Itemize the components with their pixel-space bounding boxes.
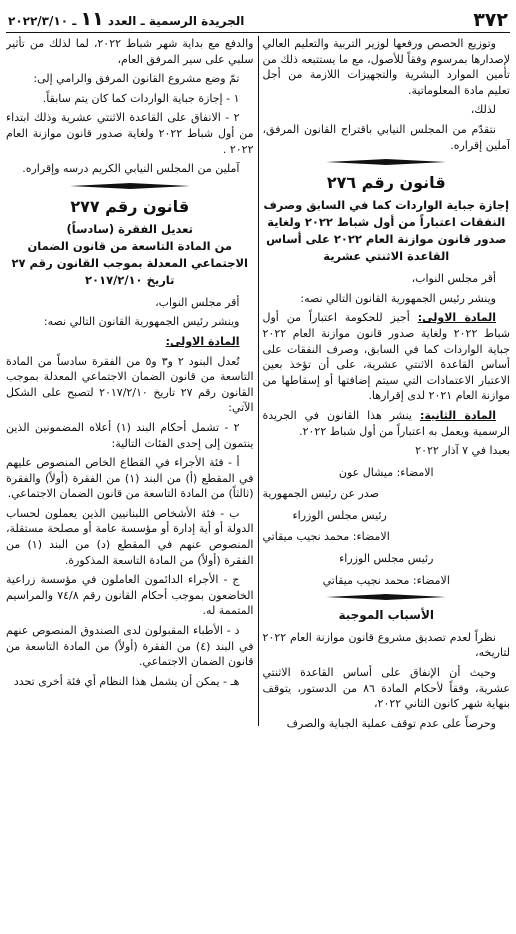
law-277-article-1-text: تُعدل البنود ٢ و٣ و٥ من الفقرة سادساً من المادة التاسعة من قانون الضمان الاجتماعي المعدلة بموجب القانون رقم ٢٧ تاريخ ٢٠١٧/٢/١٠ لتصبح على الشكل الآتي: <box>6 354 254 415</box>
law-276-approved: أقر مجلس النواب، <box>411 272 496 286</box>
reasons-title: الأسباب الموجبة <box>338 608 434 623</box>
reasons-paragraph-3: وحرصاً على عدم توقف عملية الجباية والصرف <box>286 716 496 730</box>
law-276-date-place: بعبدا في ٧ آذار ٢٠٢٢ <box>415 444 510 458</box>
clause-2: ٢ - تشمل أحكام البند (١) أعلاه المضمونين الذين ينتمون إلى إحدى الفئات التالية: <box>6 420 254 450</box>
submit-paragraph: نتقدّم من المجلس النيابي باقتراح القانون المرفق، آملين إقراره. <box>262 122 510 152</box>
item-2: ٢ - الانفاق على القاعدة الاثنتي عشرية وذلك ابتداء من أول شباط ٢٠٢٢ ولغاية صدور قانون موازنة العام ٢٠٢٢ . <box>6 111 254 156</box>
intro-paragraph: وتوزيع الحصص ورفعها لوزير التربية والتعليم العالي لإصدارها بمرسوم وفقاً للأصول، مع ما يستتبعه ذلك من تأمين الموارد البشرية والتجهيزات اللازمة من أجل تعليم مادة المعلوماتية. <box>262 37 510 97</box>
continuation-paragraph: والدفع مع بداية شهر شباط ٢٠٢٢، لما لذلك من تأثير سلبي على سير المرفق العام، <box>6 37 254 66</box>
law-276-promulgate: وينشر رئيس الجمهورية القانون التالي نصه: <box>300 291 496 305</box>
signature-pm-2: الامضاء: محمد نجيب ميقاتي <box>322 573 450 587</box>
hope-text: آملين من المجلس النيابي الكريم درسه وإقراره. <box>22 162 240 176</box>
section-divider <box>70 183 190 189</box>
two-column-body <box>6 36 510 932</box>
gazette-issue-line <box>8 10 244 30</box>
reasons-paragraph-1: نظراً لعدم تصديق مشروع قانون موازنة العام ٢٠٢٢ لتاريخه، <box>262 630 510 660</box>
article-1-text: أجيز للحكومة اعتباراً من أول شباط ٢٠٢٢ ولغاية صدور قانون موازنة العام ٢٠٢٢ جباية الواردات كما في السابق، وصرف النفقات على أساس القاعدة الاثنتي عشرية، على أن تؤخذ بعين الاعتبار الاعتمادات التي سيتم إضافتها أو إسقاطها من موازنة العام ٢٠٢١ لدى إقرارها. <box>262 311 510 403</box>
issue-date: ـ ٢٠٢٢/٣/١٠ <box>8 14 77 28</box>
issued-by-president: صدر عن رئيس الجمهورية <box>262 487 379 501</box>
article-2-text: ينشر هذا القانون في الجريدة الرسمية ويعمل به اعتباراً من أول شباط ٢٠٢٢. <box>262 408 510 438</box>
clause-c: ج - الأجراء الدائمون العاملون في مؤسسة زراعية الخاضعون بموجب أحكام القانون رقم ٧٤/٨ والمراسيم المتممة له. <box>6 573 254 618</box>
law-276-number: قانون رقم ٢٧٦ <box>326 173 446 193</box>
gazette-label: الجريدة الرسمية ـ العدد <box>107 14 245 28</box>
clause-a: أ - فئة الأجراء في القطاع الخاص المنصوص عليهم في المقطع (أ) من البند (١) من الفقرة (أولاً) والفقرة (ثالثاً) من المادة التاسعة من قانون الضمان الاجتماعي. <box>6 456 254 501</box>
signature-pm-1: الامضاء: محمد نجيب ميقاتي <box>262 530 390 544</box>
clause-e: هـ - يمكن أن يشمل هذا النظام أي فئة أخرى تحدد <box>13 674 240 688</box>
article-2-label: المادة الثانية: <box>419 408 496 422</box>
reasons-paragraph-2: وحيث أن الإنفاق على أساس القاعدة الاثنتي عشرية، وفقاً لأحكام المادة ٨٦ من الدستور، يتوقف بنهاية شهر كانون الثاني ٢٠٢٢، <box>262 666 510 711</box>
clause-d: د - الأطباء المقبولون لدى الصندوق المنصوص عنهم في البند (٤) من الفقرة (أولاً) من المادة التاسعة من قانون الضمان الاجتماعي. <box>6 624 254 669</box>
law-277-title-line-1: تعديل الفقرة (سادساً) <box>66 221 193 236</box>
pm-title-2: رئيس مجلس الوزراء <box>339 552 434 566</box>
page-number: ٣٧٢ <box>473 9 508 31</box>
section-divider <box>326 159 446 165</box>
page-header <box>6 8 510 33</box>
section-divider <box>326 594 446 600</box>
item-1: ١ - إجازة جباية الواردات كما كان يتم سابقاً. <box>42 91 240 105</box>
signature-president: الامضاء: ميشال عون <box>338 465 434 479</box>
article-1-label: المادة الاولى: <box>417 311 496 325</box>
therefore-text: لذلك، <box>470 103 496 117</box>
column-rule <box>258 36 259 726</box>
law-277-title-line-2: من المادة التاسعة من قانون الضمان الاجتماعي المعدلة بموجب القانون رقم ٢٧ <box>11 238 249 270</box>
clause-b: ب - فئة الأشخاص اللبنانيين الذين يعملون لحساب الدولة أو أية إدارة أو مؤسسة عامة أو مصلحة مستقلة، المنصوص عنهم في المقطع (د) من البند (١) من الفقرة (أولاً) من المادة التاسعة المذكورة. <box>6 506 254 567</box>
law-277-number: قانون رقم ٢٧٧ <box>70 196 190 216</box>
issue-number: ١١ <box>80 8 104 30</box>
law-276-article-2 <box>263 408 511 439</box>
law-276-title: إجازة جباية الواردات كما في السابق وصرف النفقات اعتباراً من أول شباط ٢٠٢٢ ولغاية صدور قانون موازنة العام ٢٠٢٢ على أساس القاعدة الاثنتي عشرية <box>263 198 510 264</box>
law-277-approved: أقر مجلس النواب، <box>155 295 240 309</box>
law-277-promulgate: وينشر رئيس الجمهورية القانون التالي نصه: <box>43 315 240 329</box>
law-277-title-line-3: تاريخ ٢٠١٧/٢/١٠ <box>85 272 175 287</box>
left-column <box>6 36 257 932</box>
law-277-article-1-label: المادة الاولى: <box>165 334 240 348</box>
right-column <box>260 36 511 932</box>
pm-title-1: رئيس مجلس الوزراء <box>292 508 387 522</box>
prepared-text: تمّ وضع مشروع القانون المرفق والرامي إلى: <box>33 72 240 86</box>
law-276-article-1 <box>263 310 511 404</box>
